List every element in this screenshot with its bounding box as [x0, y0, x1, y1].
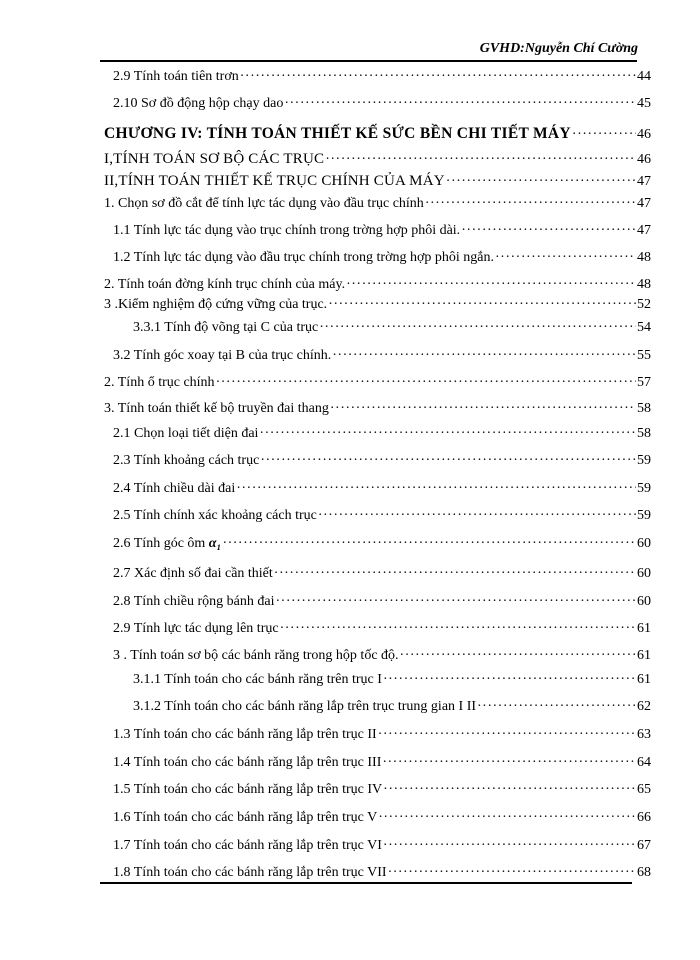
- leader-dots: [222, 536, 636, 552]
- toc-entry: [133, 320, 651, 336]
- toc-entry-page: 47: [637, 196, 651, 211]
- toc-entry-title: II,TÍNH TOÁN THIẾT KẾ TRỤC CHÍNH CỦA MÁY: [104, 173, 445, 189]
- leader-dots: [383, 782, 636, 798]
- toc-entry-title: 2.10 Sơ đồ động hộp chạy dao: [113, 96, 284, 111]
- toc-entry: [104, 375, 651, 391]
- toc-entry-page: 60: [637, 536, 651, 551]
- toc-entry-page: 44: [637, 69, 651, 84]
- toc-entry: [113, 481, 651, 497]
- toc-entry-title: 2.5 Tính chính xác khoảng cách trục: [113, 508, 317, 523]
- toc-entry: [113, 566, 651, 582]
- toc-entry-page: 58: [637, 426, 651, 441]
- leader-dots: [240, 69, 636, 85]
- leader-dots: [259, 426, 636, 442]
- toc-entry-page: 48: [637, 277, 651, 292]
- toc-entry: [113, 250, 651, 266]
- toc-entry: [113, 223, 651, 239]
- toc-entry-title: 2.7 Xác định số đai cần thiết: [113, 566, 273, 581]
- toc-entry-page: 58: [637, 401, 651, 416]
- toc-entry-title: 2. Tính ổ trục chính: [104, 375, 215, 390]
- toc-entry: [113, 96, 651, 112]
- toc-entry-page: 60: [637, 594, 651, 609]
- leader-dots: [477, 699, 636, 715]
- toc-entry: [104, 297, 651, 313]
- leader-dots: [383, 838, 636, 854]
- toc-entry-page: 62: [637, 699, 651, 714]
- toc-entry-page: 45: [637, 96, 651, 111]
- toc-entry: [133, 699, 651, 715]
- leader-dots: [274, 566, 636, 582]
- toc-entry-page: 48: [637, 250, 651, 265]
- toc-entry-title: I,TÍNH TOÁN SƠ BỘ CÁC TRỤC: [104, 151, 325, 167]
- toc-entry: [113, 348, 651, 364]
- toc-entry-title: 2.9 Tính lực tác dụng lên trục: [113, 621, 279, 636]
- toc-entry-title: 3.2 Tính góc xoay tại B của trục chính.: [113, 348, 332, 363]
- toc-entry-page: 57: [637, 375, 651, 390]
- toc-entry-page: 61: [637, 648, 651, 663]
- leader-dots: [378, 810, 636, 826]
- toc-entry-page: 64: [637, 755, 651, 770]
- toc-entry: [113, 536, 651, 552]
- toc-entry-title: 2. Tính toán đờng kính trục chính của máy.: [104, 277, 346, 292]
- toc-entry: [113, 648, 651, 664]
- toc-entry: [113, 810, 651, 826]
- toc-entry-page: 46: [637, 152, 651, 167]
- leader-dots: [236, 481, 636, 497]
- leader-dots: [325, 152, 636, 168]
- leader-dots: [400, 648, 636, 664]
- toc-entry: [113, 755, 651, 771]
- toc-entry-page: 61: [637, 621, 651, 636]
- toc-entry-page: 68: [637, 865, 651, 880]
- toc-entry-page: 60: [637, 566, 651, 581]
- toc-entry-title: 3 .Kiểm nghiệm độ cứng vững của trục.: [104, 297, 328, 312]
- toc-entry: [113, 865, 651, 881]
- leader-dots: [446, 174, 636, 190]
- toc-entry-title: 1.2 Tính lực tác dụng vào đầu trục chính trong trờng hợp phôi ngắn.: [113, 250, 495, 265]
- leader-dots: [280, 621, 636, 637]
- leader-dots: [572, 127, 636, 143]
- toc-entry: [113, 69, 651, 85]
- toc-entry-title: 3. Tính toán thiết kế bộ truyền đai thang: [104, 401, 329, 416]
- leader-dots: [284, 96, 636, 112]
- toc-entry-page: 55: [637, 348, 651, 363]
- leader-dots: [388, 865, 636, 881]
- toc-entry-title-text: 2.6 Tính góc ôm: [113, 536, 206, 551]
- leader-dots: [383, 672, 636, 688]
- toc-entry-title: 1.8 Tính toán cho các bánh răng lắp trên trục VII: [113, 865, 387, 880]
- alpha-symbol: α₁: [208, 536, 222, 551]
- toc-entry-title: 2.8 Tính chiều rộng bánh đai: [113, 594, 275, 609]
- toc-entry-page: 59: [637, 508, 651, 523]
- toc-entry-title: 2.9 Tính toán tiên trơn: [113, 69, 239, 84]
- toc-entry-page: 46: [637, 127, 651, 142]
- leader-dots: [461, 223, 636, 239]
- toc-entry: [133, 672, 651, 688]
- toc-section-entry: [104, 173, 651, 190]
- toc-entry: [113, 621, 651, 637]
- toc-entry-title: 1. Chọn sơ đồ cắt để tính lực tác dụng vào đầu trục chính: [104, 196, 424, 211]
- toc-entry-title: 1.3 Tính toán cho các bánh răng lắp trên trục II: [113, 727, 377, 742]
- toc-entry-title: 1.4 Tính toán cho các bánh răng lắp trên trục III: [113, 755, 382, 770]
- toc-entry-title: 3.1.1 Tính toán cho các bánh răng trên trục I: [133, 672, 382, 687]
- toc-entry-page: 66: [637, 810, 651, 825]
- toc-entry-title: 1.5 Tính toán cho các bánh răng lắp trên trục IV: [113, 782, 383, 797]
- toc-entry-page: 63: [637, 727, 651, 742]
- toc-entry-page: 65: [637, 782, 651, 797]
- toc-entry: [113, 453, 651, 469]
- toc-entry-title: 1.7 Tính toán cho các bánh răng lắp trên trục VI: [113, 838, 382, 853]
- leader-dots: [332, 348, 636, 364]
- footer-divider: [100, 882, 632, 884]
- leader-dots: [328, 297, 636, 313]
- leader-dots: [330, 401, 636, 417]
- toc-entry-title: CHƯƠNG IV: TÍNH TOÁN THIẾT KẾ SỨC BỀN CHI TIẾT MÁY: [104, 125, 571, 142]
- toc-entry: [113, 782, 651, 798]
- leader-dots: [425, 196, 636, 212]
- toc-entry-title: 2.1 Chọn loại tiết diện đai: [113, 426, 259, 441]
- toc-entry: [113, 594, 651, 610]
- toc-entry-page: 47: [637, 223, 651, 238]
- toc-chapter-entry: [104, 126, 651, 143]
- leader-dots: [495, 250, 636, 266]
- toc-entry: [104, 277, 651, 293]
- toc-entry-page: 59: [637, 481, 651, 496]
- leader-dots: [260, 453, 636, 469]
- toc-entry-page: 59: [637, 453, 651, 468]
- leader-dots: [382, 755, 636, 771]
- leader-dots: [216, 375, 636, 391]
- toc-entry-title: 3 . Tính toán sơ bộ các bánh răng trong hộp tốc độ.: [113, 648, 399, 663]
- toc-entry-title: [113, 536, 221, 552]
- toc-entry-page: 61: [637, 672, 651, 687]
- toc-entry-page: 47: [637, 174, 651, 189]
- leader-dots: [318, 508, 636, 524]
- toc-entry-page: 54: [637, 320, 651, 335]
- leader-dots: [319, 320, 636, 336]
- toc-entry-title: 1.1 Tính lực tác dụng vào trục chính trong trờng hợp phôi dài.: [113, 223, 461, 238]
- toc-entry-title: 3.1.2 Tính toán cho các bánh răng lắp trên trục trung gian I II: [133, 699, 477, 714]
- toc-entry-title: 2.3 Tính khoảng cách trục: [113, 453, 260, 468]
- header-divider: [100, 60, 637, 62]
- toc-entry: [113, 727, 651, 743]
- toc-entry: [113, 838, 651, 854]
- toc-entry: [113, 426, 651, 442]
- toc-entry-page: 67: [637, 838, 651, 853]
- toc-entry: [104, 401, 651, 417]
- toc-entry-page: 52: [637, 297, 651, 312]
- leader-dots: [346, 277, 636, 293]
- toc-section-entry: [104, 151, 651, 168]
- toc-entry-title: 3.3.1 Tính độ võng tại C của trục: [133, 320, 319, 335]
- leader-dots: [276, 594, 637, 610]
- header-advisor: GVHD:Nguyễn Chí Cường: [479, 41, 638, 56]
- toc-entry: [104, 196, 651, 212]
- toc-entry-title: 1.6 Tính toán cho các bánh răng lắp trên trục V: [113, 810, 378, 825]
- toc-entry: [113, 508, 651, 524]
- leader-dots: [378, 727, 636, 743]
- toc-entry-title: 2.4 Tính chiều dài đai: [113, 481, 236, 496]
